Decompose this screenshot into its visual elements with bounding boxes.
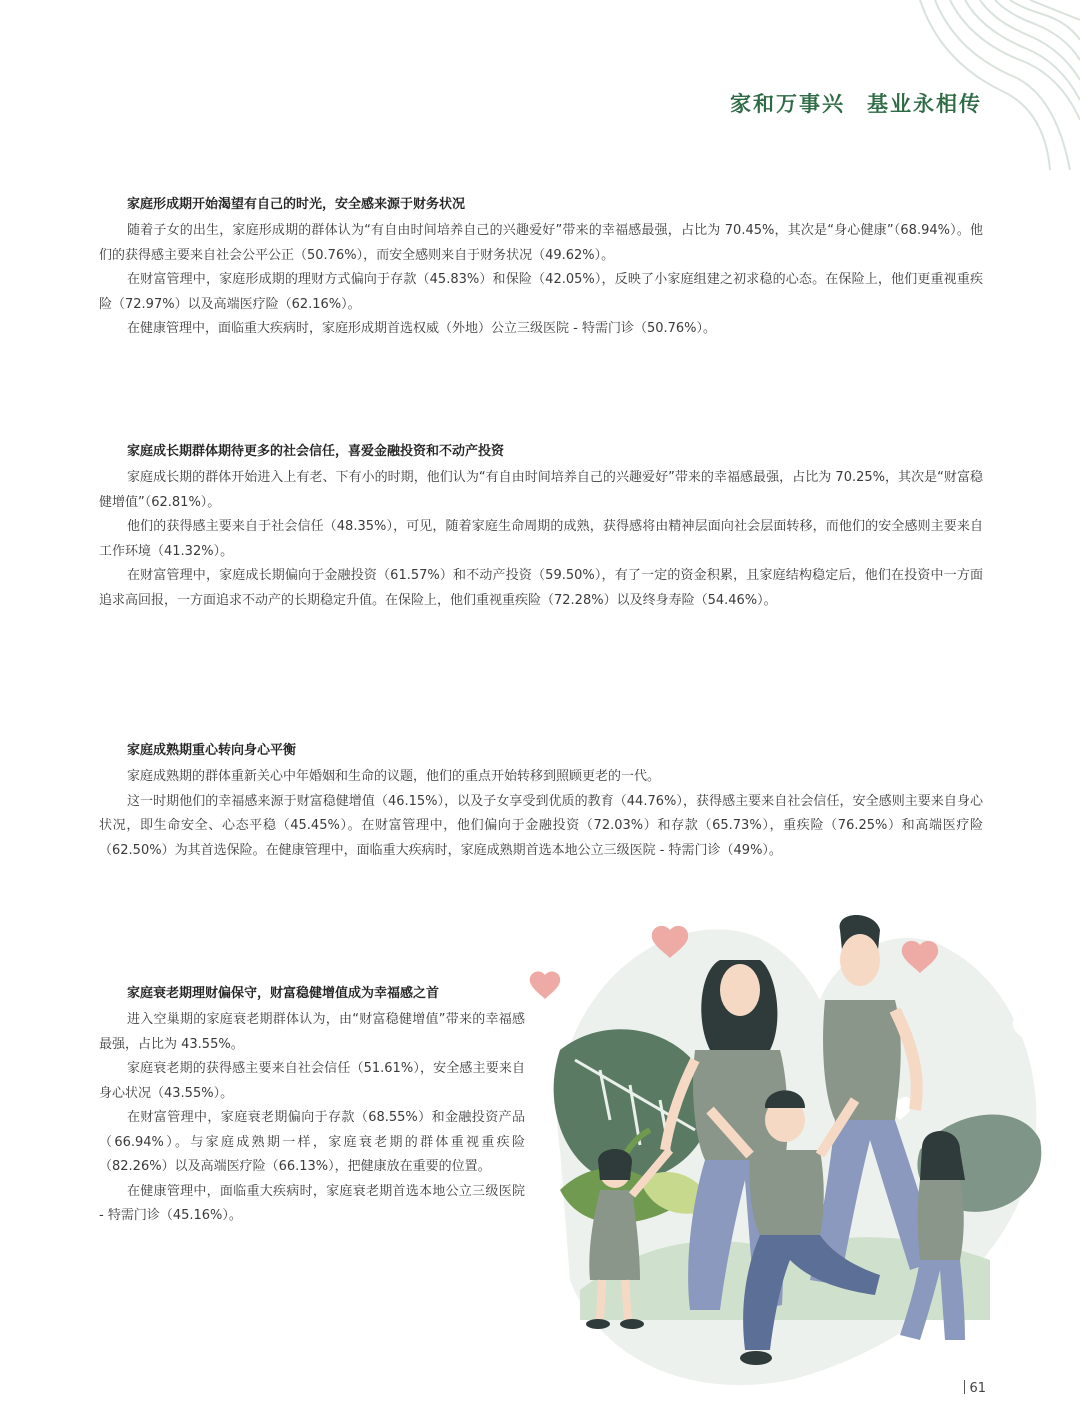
header-title-part1: 家和万事兴 — [730, 92, 845, 116]
page-number — [964, 1380, 986, 1396]
section-title: 家庭衰老期理财偏保守，财富稳健增值成为幸福感之首 — [127, 986, 440, 1001]
fingerprint-decoration — [910, 0, 1080, 170]
section-title: 家庭成长期群体期待更多的社会信任，喜爱金融投资和不动产投资 — [127, 444, 505, 459]
section-paragraph: 这一时期他们的幸福感来源于财富稳健增值（46.15%），以及子女享受到优质的教育（44.76%），获得感主要来自社会信任，安全感则主要来自身心状况，即生命安全、心态平稳（45.45%）。在财富管理中，他们偏向于金融投资（72.03%）和存款（65.73%），重疾险（76.25%）和高端医疗险（62.50%）为其首选保险。在健康管理中，面临重大疾病时，家庭成熟期首选本地公立三级医院 - 特需门诊（49%）。 — [99, 793, 983, 858]
page-header-title — [730, 88, 982, 118]
section-paragraph: 家庭成熟期的群体重新关心中年婚姻和生命的议题，他们的重点开始转移到照顾更老的一代。 — [127, 769, 661, 784]
section-family-formation — [99, 193, 983, 342]
section-family-aging — [99, 982, 525, 1229]
section-family-maturity — [99, 739, 983, 863]
section-family-growth — [99, 440, 983, 613]
header-title-part2: 基业永相传 — [867, 92, 982, 116]
section-paragraph: 在健康管理中，面临重大疾病时，家庭形成期首选权威（外地）公立三级医院 - 特需门诊（50.76%）。 — [127, 321, 717, 336]
section-paragraph: 家庭衰老期的获得感主要来自社会信任（51.61%），安全感主要来自身心状况（43.55%）。 — [99, 1061, 525, 1101]
section-paragraph: 他们的获得感主要来自于社会信任（48.35%），可见，随着家庭生命周期的成熟，获得感将由精神层面向社会层面转移，而他们的安全感则主要来自工作环境（41.32%）。 — [99, 519, 983, 559]
section-title: 家庭成熟期重心转向身心平衡 — [127, 743, 297, 758]
heart-icon — [530, 971, 560, 999]
section-paragraph: 随着子女的出生，家庭形成期的群体认为“有自由时间培养自己的兴趣爱好”带来的幸福感最强，占比为 70.45%，其次是“身心健康”（68.94%）。他们的获得感主要来自社会公平公正（50.76%），而安全感则来自于财务状况（49.62%）。 — [99, 223, 983, 263]
section-paragraph: 家庭成长期的群体开始进入上有老、下有小的时期，他们认为“有自由时间培养自己的兴趣爱好”带来的幸福感最强，占比为 70.25%，其次是“财富稳健增值”（62.81%）。 — [99, 470, 983, 510]
section-paragraph: 在财富管理中，家庭衰老期偏向于存款（68.55%）和金融投资产品（66.94%）。与家庭成熟期一样，家庭衰老期的群体重视重疾险（82.26%）以及高端医疗险（66.13%），把健康放在重要的位置。 — [99, 1110, 525, 1174]
section-paragraph: 在财富管理中，家庭成长期偏向于金融投资（61.57%）和不动产投资（59.50%），有了一定的资金积累，且家庭结构稳定后，他们在投资中一方面追求高回报，一方面追求不动产的长期稳定升值。在保险上，他们重视重疾险（72.28%）以及终身寿险（54.46%）。 — [99, 568, 983, 608]
section-paragraph: 在健康管理中，面临重大疾病时，家庭衰老期首选本地公立三级医院 - 特需门诊（45.16%）。 — [99, 1183, 525, 1223]
family-illustration — [520, 890, 1060, 1390]
page-number-value: 61 — [969, 1381, 986, 1396]
section-paragraph: 在财富管理中，家庭形成期的理财方式偏向于存款（45.83%）和保险（42.05%），反映了小家庭组建之初求稳的心态。在保险上，他们更重视重疾险（72.97%）以及高端医疗险（62.16%）。 — [99, 272, 983, 312]
section-paragraph: 进入空巢期的家庭衰老期群体认为，由“财富稳健增值”带来的幸福感最强，占比为 43.55%。 — [99, 1012, 525, 1052]
section-title: 家庭形成期开始渴望有自己的时光，安全感来源于财务状况 — [127, 197, 466, 212]
